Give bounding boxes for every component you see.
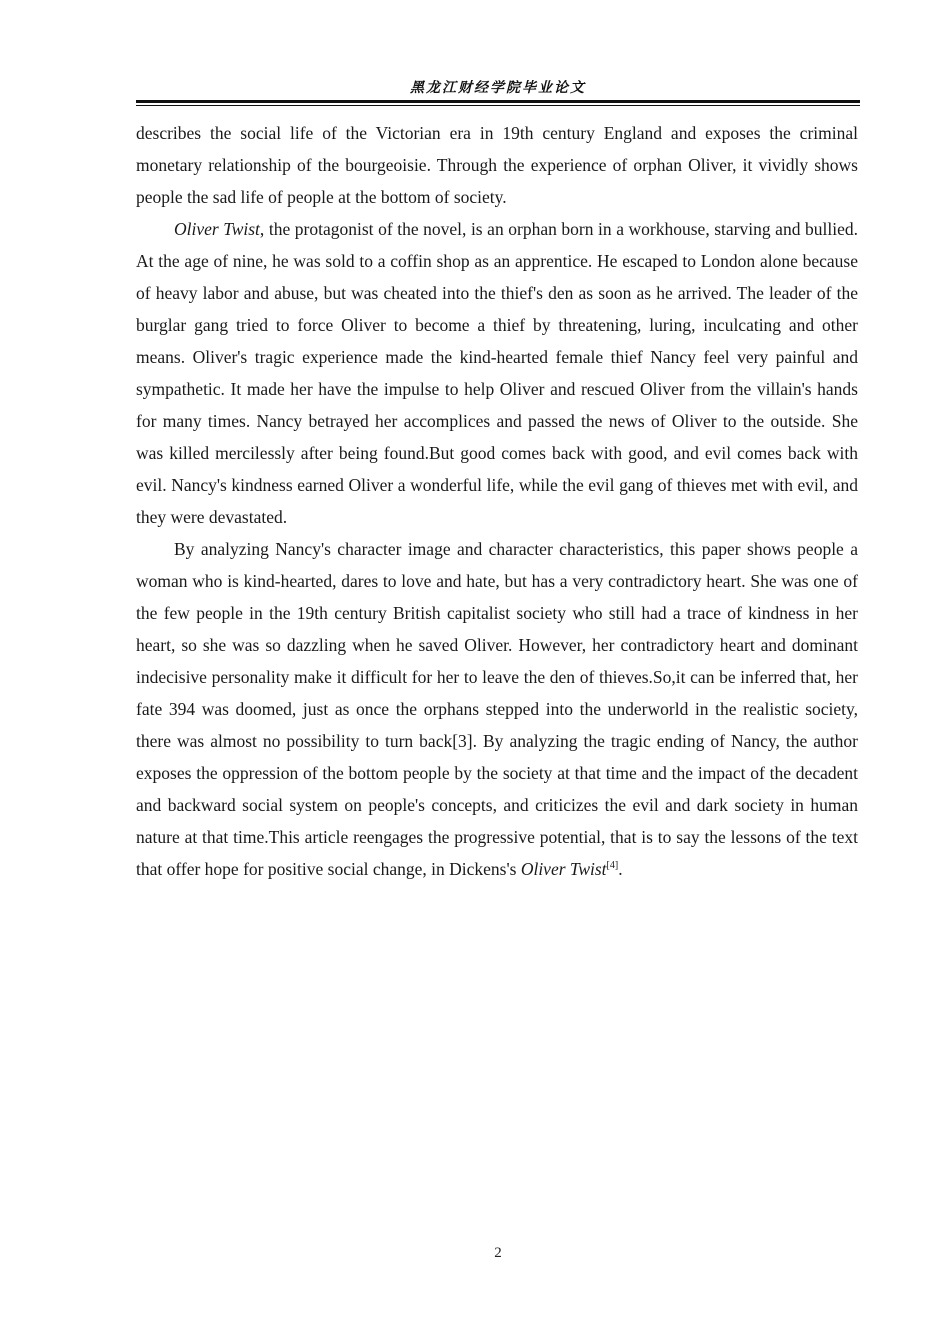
paragraph-1-text: describes the social life of the Victorian era in 19th century England and exposes the criminal monetary relationship of the bourgeoisie. Through the experience of orphan Oliver, it vividly shows people the sad life of people at the bottom of society. [136, 123, 858, 207]
paragraph-2 [136, 213, 858, 533]
novel-title-italic: Oliver Twist [174, 219, 260, 239]
novel-title-italic-end: Oliver Twist [520, 859, 607, 879]
header-rule-thin [136, 105, 860, 106]
body-text [136, 117, 858, 885]
paragraph-1 [136, 117, 858, 213]
citation-marker: [4] [606, 860, 619, 871]
page-number: 2 [494, 1245, 502, 1261]
running-header: 黑龙江财经学院毕业论文 [410, 81, 586, 96]
header-rule-thick [136, 100, 860, 103]
paragraph-3 [136, 533, 858, 885]
paragraph-3-end: . [618, 859, 623, 879]
paragraph-3-text: By analyzing Nancy's character image and character characteristics, this paper shows people a woman who is kind-hearted, dares to love and hate, but has a very contradictory heart. She was one of the few people in the 19th century British capitalist society who still had a trace of kindness in her heart, so she was so dazzling when he saved Oliver. However, her contradictory heart and dominant indecisive personality make it difficult for her to leave the den of thieves.So,it can be inferred that, her fate 394 was doomed, just as once the orphans stepped into the underworld in the realistic society, there was almost no possibility to turn back[3]. By analyzing the tragic ending of Nancy, the author exposes the oppression of the bottom people by the society at that time and the impact of the decadent and backward social system on people's concepts, and criticizes the evil and dark society in human nature at that time.This article reengages the progressive potential, that is to say the lessons of the text that offer hope for positive social change, in Dickens's [136, 539, 858, 879]
paragraph-2-text: , the protagonist of the novel, is an orphan born in a workhouse, starving and bullied. At the age of nine, he was sold to a coffin shop as an apprentice. He escaped to London alone because of heavy labor and abuse, but was cheated into the thief's den as soon as he arrived. The leader of the burglar gang tried to force Oliver to become a thief by threatening, luring, inculcating and other means. Oliver's tragic experience made the kind-hearted female thief Nancy feel very painful and sympathetic. It made her have the impulse to help Oliver and rescued Oliver from the villain's hands for many times. Nancy betrayed her accomplices and passed the news of Oliver to the outside. She was killed mercilessly after being found.But good comes back with good, and evil comes back with evil. Nancy's kindness earned Oliver a wonderful life, while the evil gang of thieves met with evil, and they were devastated. [136, 219, 858, 527]
